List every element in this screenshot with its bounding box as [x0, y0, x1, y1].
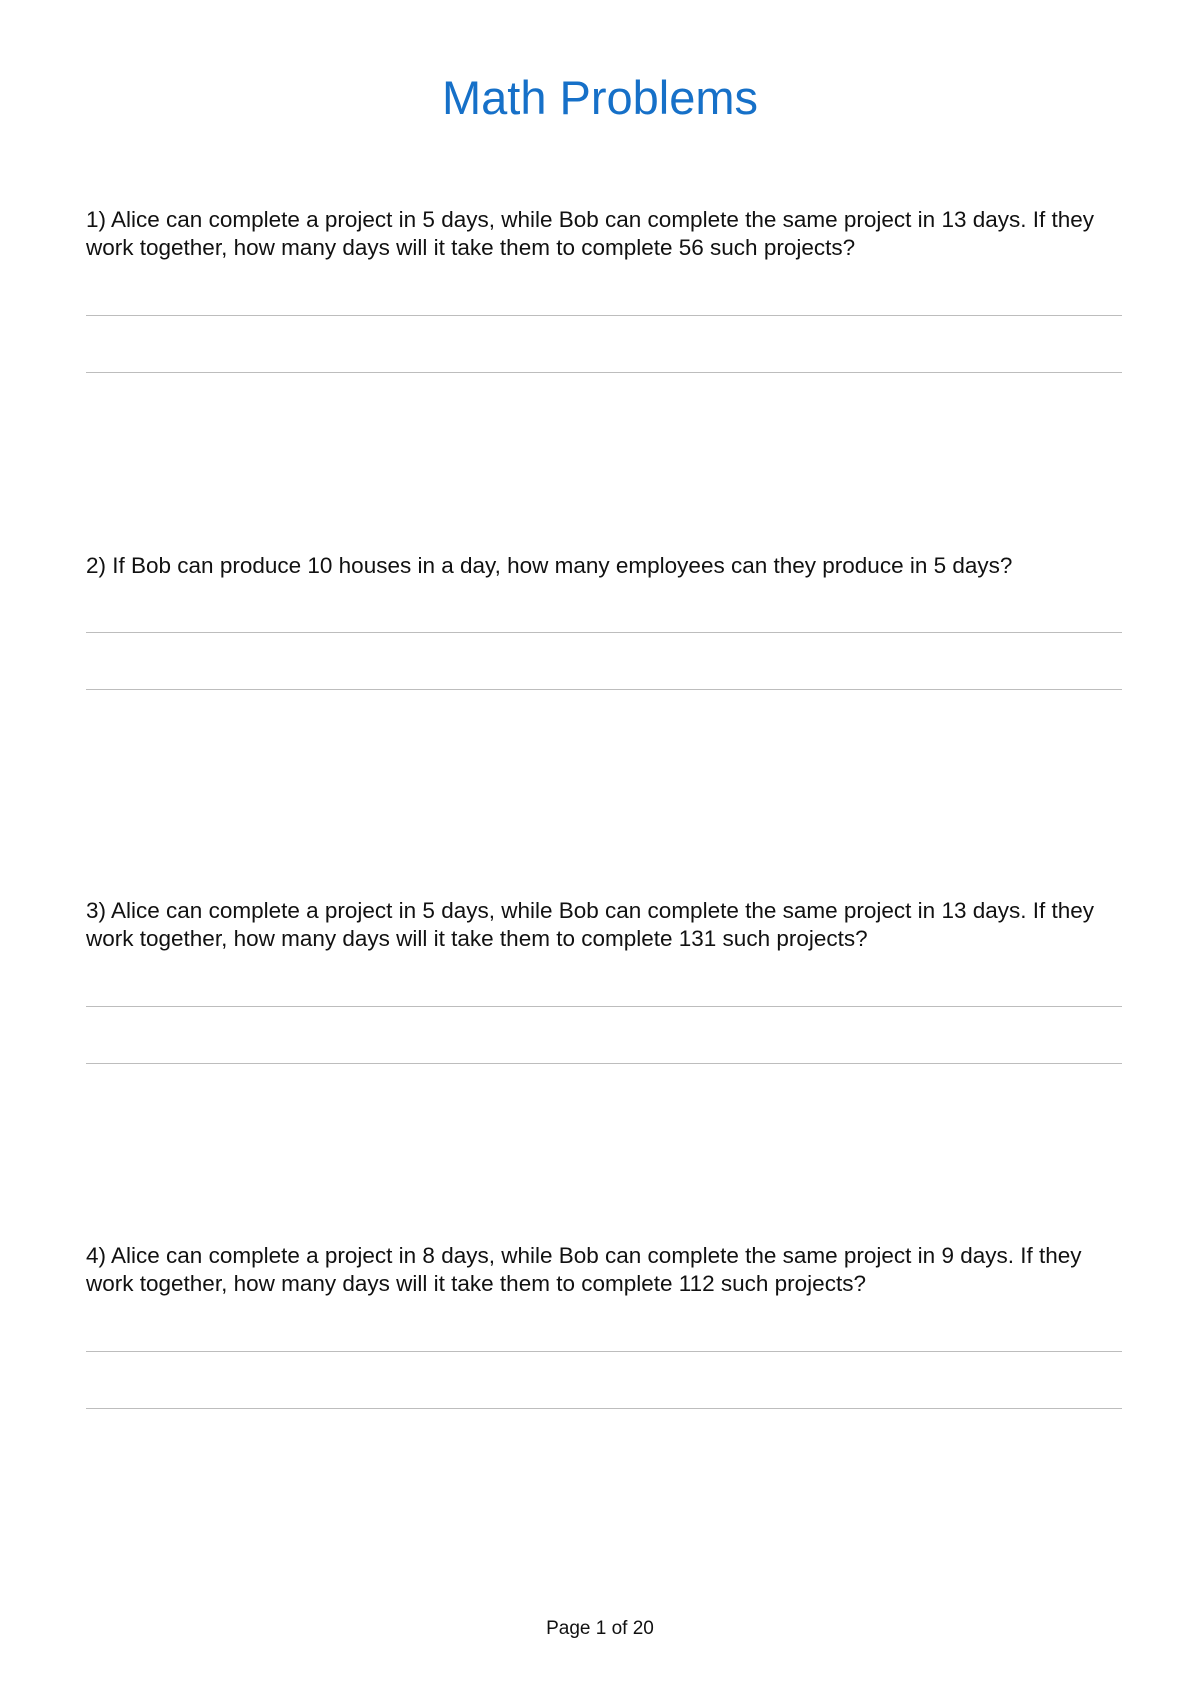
answer-line[interactable] — [86, 315, 1122, 316]
answer-line[interactable] — [86, 1351, 1122, 1352]
page-title: Math Problems — [441, 71, 759, 124]
answer-line[interactable] — [86, 1408, 1122, 1409]
answer-line[interactable] — [86, 372, 1122, 373]
answer-line[interactable] — [86, 1006, 1122, 1007]
page-number: Page 1 of 20 — [546, 1618, 654, 1639]
answer-line[interactable] — [86, 632, 1122, 633]
answer-line[interactable] — [86, 1063, 1122, 1064]
problem-3 — [86, 897, 1126, 953]
problem-2 — [86, 552, 1126, 580]
answer-line[interactable] — [86, 689, 1122, 690]
problem-text: 2) If Bob can produce 10 houses in a day, how many employees can they produce in 5 days? — [86, 553, 1013, 578]
problem-4 — [86, 1242, 1126, 1298]
problem-text: 1) Alice can complete a project in 5 days, while Bob can complete the same project in 13 days. If they work together, how many days will it take them to complete 56 such projects? — [86, 207, 1095, 260]
problem-text: 4) Alice can complete a project in 8 days, while Bob can complete the same project in 9 days. If they work together, how many days will it take them to complete 112 such projects? — [86, 1243, 1082, 1296]
problem-1 — [86, 206, 1126, 262]
problem-text: 3) Alice can complete a project in 5 days, while Bob can complete the same project in 13 days. If they work together, how many days will it take them to complete 131 such projects? — [86, 898, 1095, 951]
